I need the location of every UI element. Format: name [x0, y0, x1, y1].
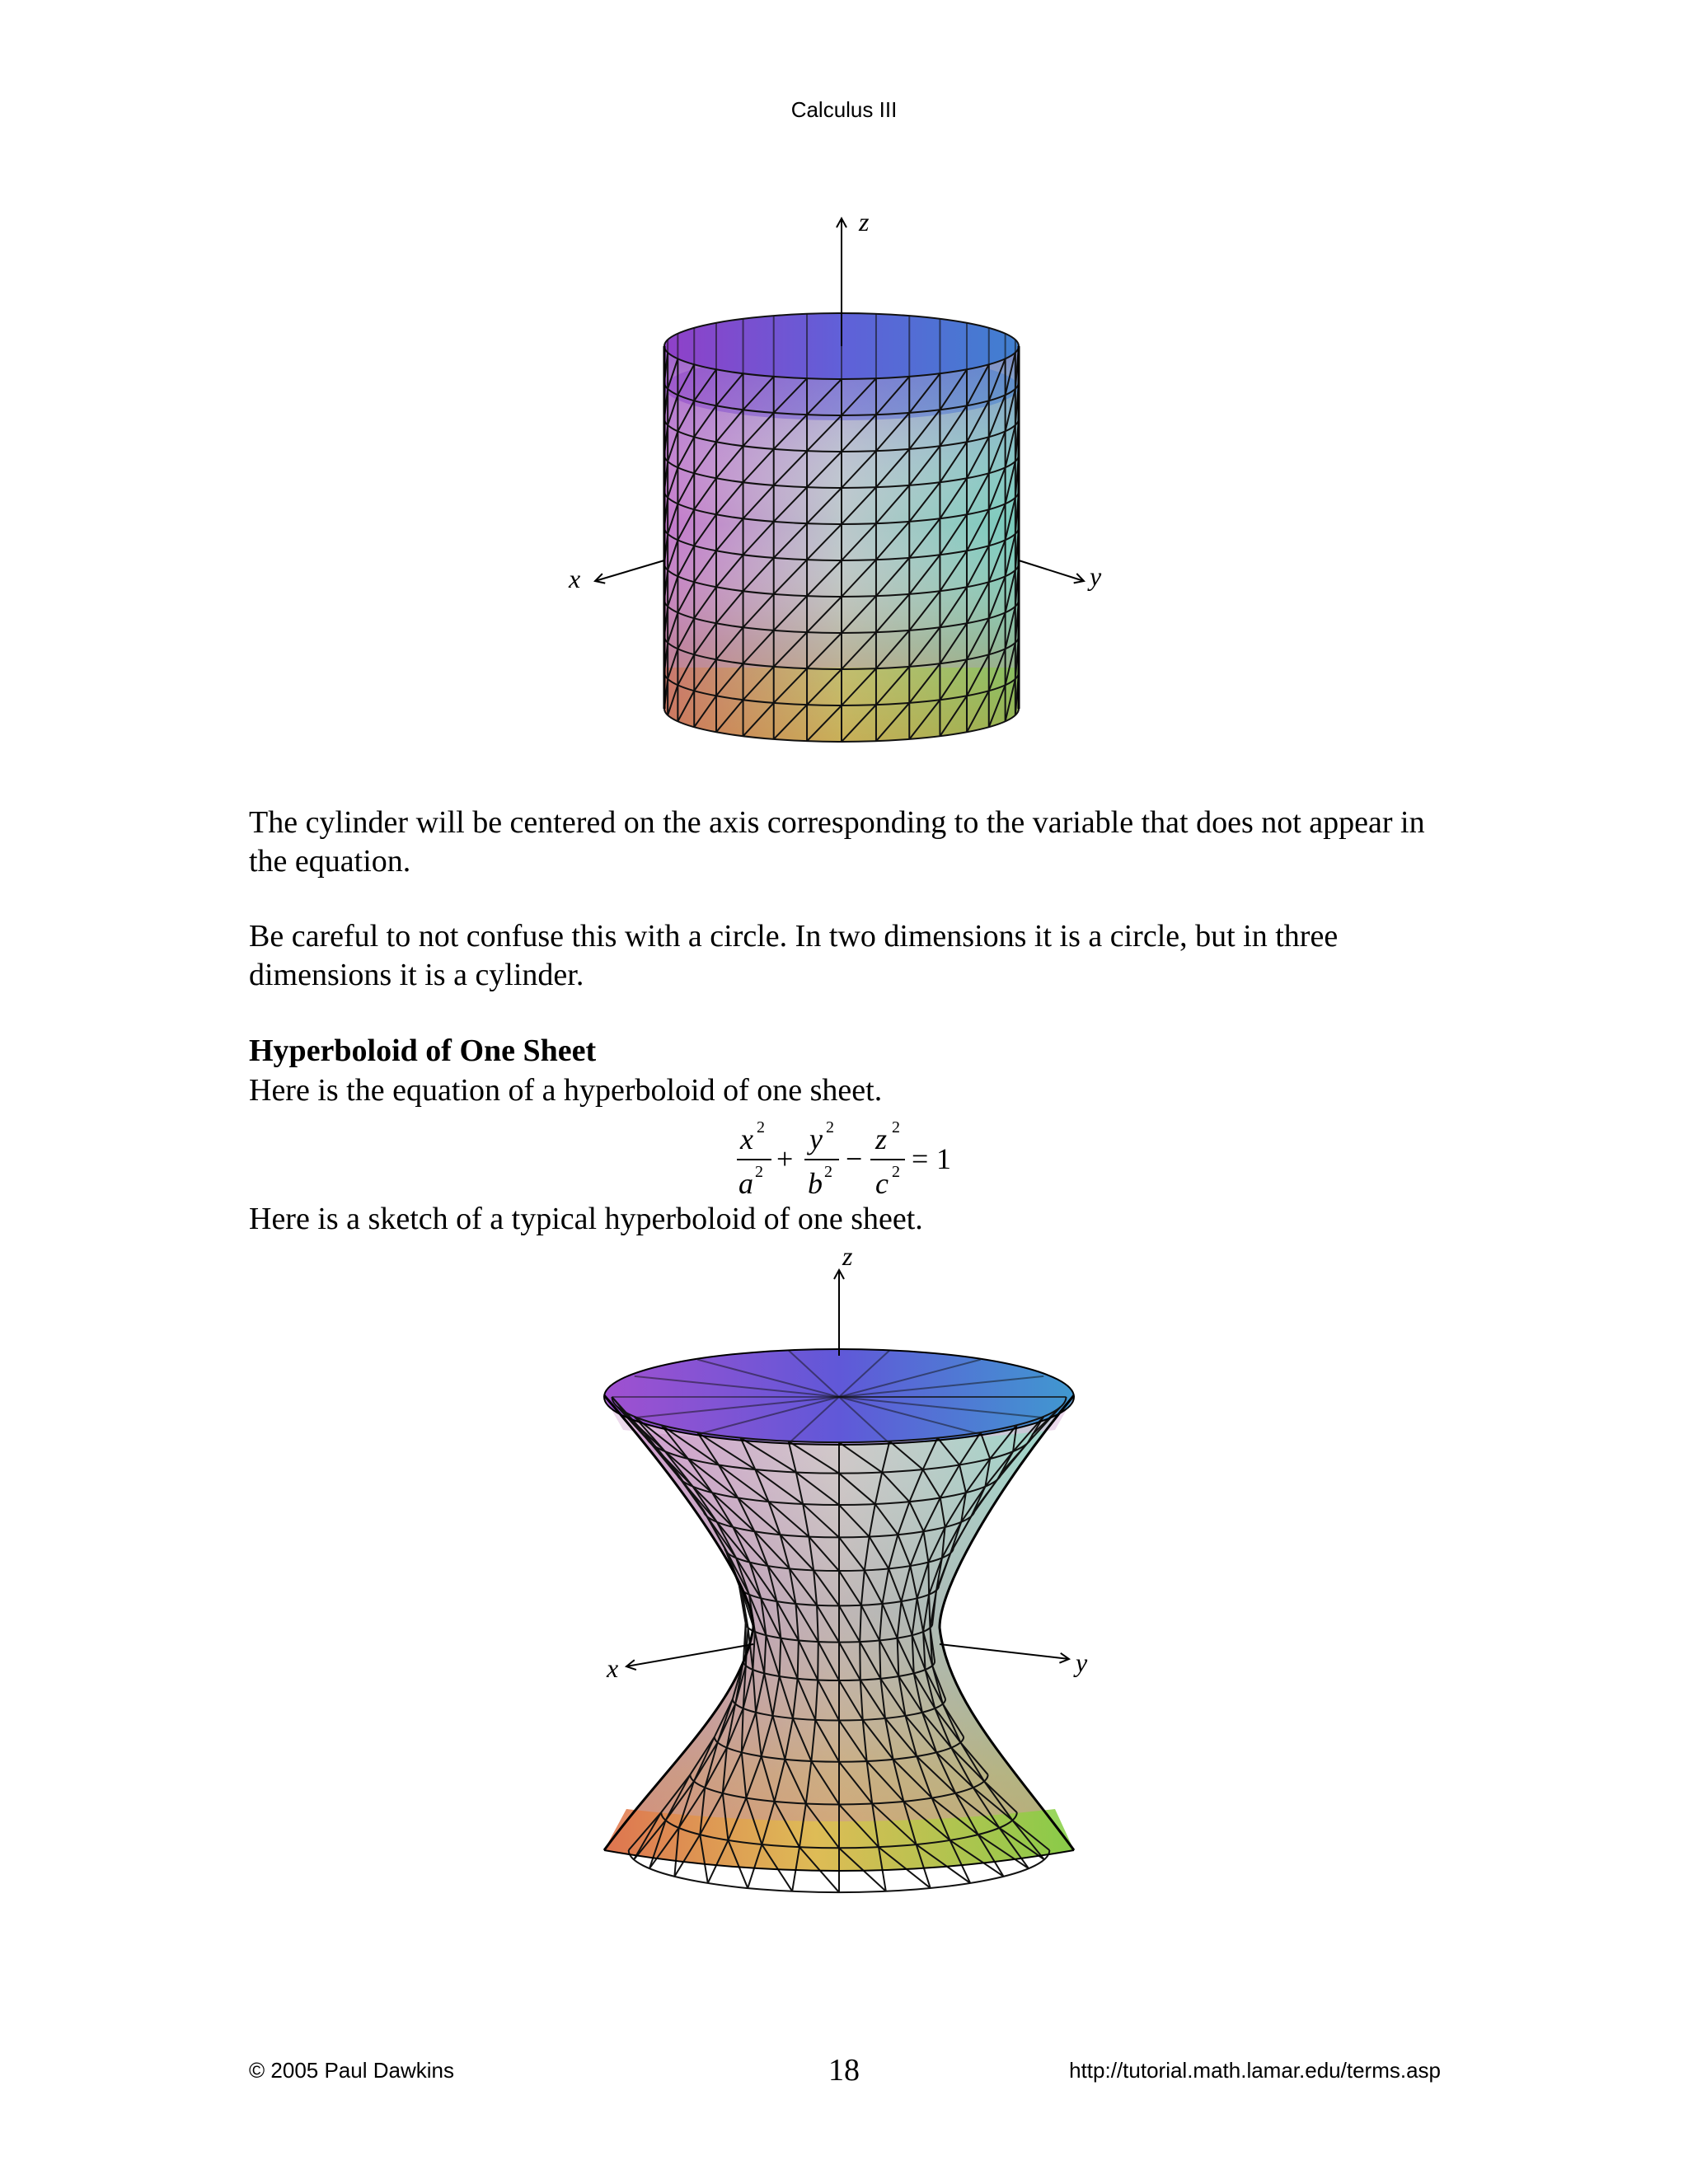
- page-header: [0, 97, 1688, 123]
- eq-num-z: z: [875, 1122, 888, 1155]
- eq-equals: =: [912, 1142, 929, 1175]
- header-title: Calculus III: [790, 97, 898, 122]
- y-axis-label: y: [1076, 1647, 1088, 1677]
- eq-exp: 2: [824, 1163, 832, 1181]
- eq-exp: 2: [892, 1163, 900, 1181]
- z-axis-label: z: [859, 207, 870, 237]
- x-axis: [595, 560, 664, 581]
- hyperboloid-plot: [0, 1240, 1688, 1900]
- eq-exp: 2: [755, 1163, 763, 1181]
- hyperboloid-equation: [729, 1114, 976, 1205]
- copyright-text: 2005 Paul Dawkins: [270, 2058, 454, 2083]
- section-heading: Hyperboloid of One Sheet: [249, 1033, 597, 1068]
- y-axis: [1019, 560, 1084, 581]
- eq-rhs: 1: [936, 1142, 951, 1175]
- eq-num-x: x: [740, 1122, 753, 1155]
- equation-intro: Here is the equation of a hyperboloid of one sheet.: [249, 1073, 883, 1108]
- eq-exp: 2: [892, 1118, 900, 1137]
- eq-exp: 2: [826, 1118, 834, 1137]
- x-axis: [626, 1644, 753, 1666]
- x-axis-label: x: [607, 1653, 619, 1683]
- paragraph-circle-caution: Be careful to not confuse this with a circle. In two dimensions it is a circle, but in three dimensions it is a cylinder.: [249, 919, 1339, 992]
- copyright-symbol: ©: [249, 2058, 265, 2083]
- eq-exp: 2: [757, 1118, 765, 1137]
- eq-num-y: y: [809, 1122, 823, 1155]
- eq-plus: +: [776, 1142, 794, 1175]
- y-axis-label: y: [1090, 561, 1102, 591]
- x-axis-label: x: [569, 564, 581, 593]
- z-axis-label: z: [842, 1241, 853, 1271]
- y-axis: [940, 1644, 1069, 1659]
- eq-den-c: c: [875, 1167, 889, 1200]
- cylinder-plot: [0, 206, 1688, 766]
- hyperboloid-figure: [0, 1240, 1688, 1900]
- sketch-caption: Here is a sketch of a typical hyperboloid of one sheet.: [249, 1202, 923, 1236]
- eq-den-a: a: [738, 1167, 753, 1200]
- footer-url: http://tutorial.math.lamar.edu/terms.asp: [1069, 2058, 1441, 2083]
- cylinder-figure: [0, 206, 1688, 766]
- eq-minus: −: [846, 1142, 863, 1175]
- eq-den-b: b: [808, 1167, 823, 1200]
- paragraph-cylinder-axis: The cylinder will be centered on the axis corresponding to the variable that does not appear in the equation.: [249, 805, 1425, 879]
- page-number: 18: [828, 2053, 860, 2088]
